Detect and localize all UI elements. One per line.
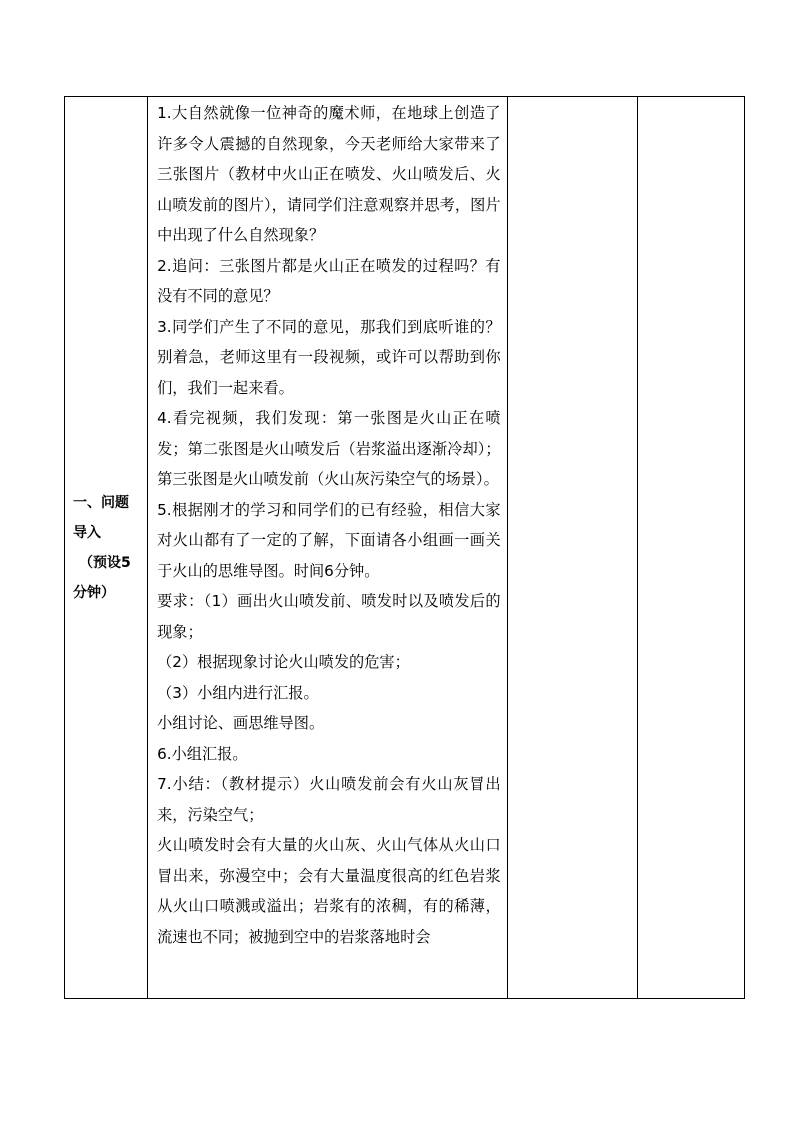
content-paragraph: （2）根据现象讨论火山喷发的危害；: [157, 653, 410, 671]
lesson-plan-table: [64, 96, 745, 999]
content-paragraph: （3）小组内进行汇报。: [157, 683, 319, 702]
content-paragraph: 小组讨论、画思维导图。: [157, 714, 325, 732]
design-intent-cell: [637, 97, 744, 999]
stage-line: 一、问题: [73, 494, 129, 511]
table-row: [65, 97, 745, 999]
stage-line: 分钟）: [73, 584, 115, 601]
stage-cell: [65, 97, 148, 999]
stage-line: （预设5: [79, 554, 131, 571]
content-paragraph: 火山喷发时会有大量的火山灰、火山气体从火山口冒出来，弥漫空中；会有大量温度很高的红色岩浆从火山口喷溅或溢出；岩浆有的浓稠，有的稀薄，流速也不同；被抛到空中的岩浆落地时会: [157, 836, 501, 946]
content-paragraph: 4.看完视频，我们发现：第一张图是火山正在喷发；第二张图是火山喷发后（岩浆溢出逐渐冷却）；第三张图是火山喷发前（火山灰污染空气的场景）。: [157, 409, 501, 488]
content-paragraph: 2.追问：三张图片都是火山正在喷发的过程吗？有没有不同的意见？: [157, 256, 501, 305]
student-activity-cell: [507, 97, 637, 999]
content-paragraph: 6.小组汇报。: [157, 744, 248, 763]
content-paragraph: 7.小结：（教材提示）火山喷发前会有火山灰冒出来，污染空气；: [157, 775, 501, 824]
content-paragraph: 3.同学们产生了不同的意见，那我们到底听谁的？别着急，老师这里有一段视频，或许可以帮助到你们，我们一起来看。: [157, 317, 501, 397]
content-paragraph: 1.大自然就像一位神奇的魔术师，在地球上创造了许多令人震撼的自然现象，今天老师给大家带来了三张图片（教材中火山正在喷发、火山喷发后、火山喷发前的图片），请同学们注意观察并思考，图片中出现了什么自然现象？: [157, 104, 501, 244]
teaching-content-cell: [148, 97, 508, 999]
stage-line: 导入: [73, 524, 101, 541]
content-paragraph: 要求：（1）画出火山喷发前、喷发时以及喷发后的现象；: [157, 592, 501, 641]
content-paragraph: 5.根据刚才的学习和同学们的已有经验，相信大家对火山都有了一定的了解，下面请各小组画一画关于火山的思维导图。时间6分钟。: [157, 500, 501, 580]
